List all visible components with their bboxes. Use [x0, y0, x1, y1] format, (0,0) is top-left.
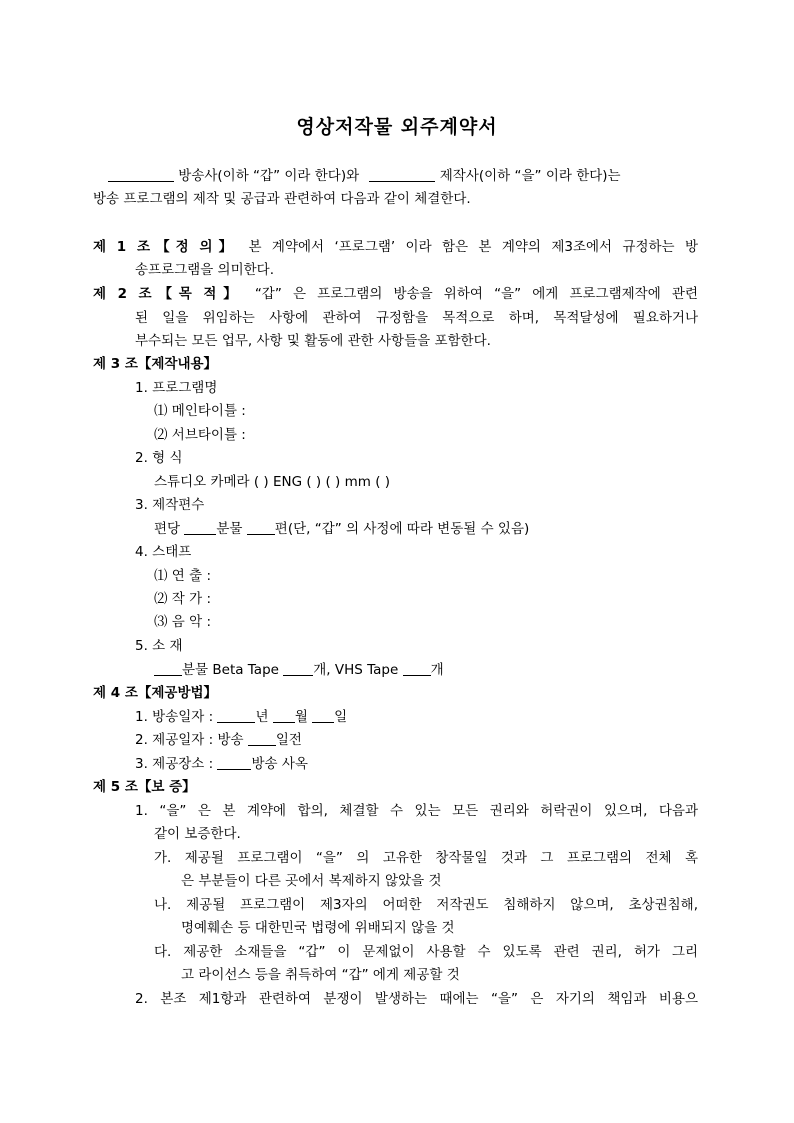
day-blank[interactable]: [312, 708, 334, 723]
warranty-item-1: 1. “을” 은 본 계약에 합의, 체결할 수 있는 모든 권리와 허락권이 있으며, 다음과: [135, 803, 698, 819]
document-title: 영상저작물 외주계약서: [296, 116, 498, 138]
format-item: 2. 형 식: [135, 450, 183, 466]
subtitle-field: ⑵ 서브타이틀 :: [154, 427, 246, 443]
broadcaster-name-blank[interactable]: [217, 755, 251, 770]
warranty-ga-cont: 은 부분들이 다른 곳에서 복제하지 않았을 것: [181, 873, 442, 889]
delivery-place-line: 3. 제공장소 : 방송 사옥: [135, 756, 308, 772]
beta-tape-blank[interactable]: [283, 661, 313, 676]
warranty-item-2: 2. 본조 제1항과 관련하여 분쟁이 발생하는 때에는 “을” 은 자기의 책임과 비용으: [135, 991, 698, 1007]
warranty-da-cont: 고 라이선스 등을 취득하여 “갑” 에게 제공할 것: [181, 967, 460, 983]
intro-line-2: 방송 프로그램의 제작 및 공급과 관련하여 다음과 같이 체결한다.: [93, 191, 471, 207]
article-1-text: 본 계약에서 ‘프로그램’ 이라 함은 본 계약의 제3조에서 규정하는 방: [248, 239, 698, 255]
days-before-blank[interactable]: [248, 731, 276, 746]
episode-count-item: 3. 제작편수: [135, 497, 205, 513]
article-1-cont: 송프로그램을 의미한다.: [135, 262, 274, 278]
writer-field: ⑵ 작 가 :: [154, 591, 212, 607]
producer-blank[interactable]: [369, 167, 435, 182]
vhs-tape-blank[interactable]: [403, 661, 431, 676]
article-1-label: 제 1 조【정 의】: [93, 239, 239, 255]
article-2-cont-1: 된 일을 위임하는 사항에 관하여 규정함을 목적으로 하며, 목적달성에 필요하거나: [135, 310, 698, 326]
director-field: ⑴ 연 출 :: [154, 568, 212, 584]
warranty-da: 다. 제공한 소재들을 “갑” 이 문제없이 사용할 수 있도록 관련 권리, 허가 그리: [154, 944, 698, 960]
episode-count-line: 편당 분물 편(단, “갑” 의 사정에 따라 변동될 수 있음): [154, 521, 530, 537]
delivery-date-line: 2. 제공일자 : 방송 일전: [135, 732, 302, 748]
warranty-na-cont: 명예훼손 등 대한민국 법령에 위배되지 않을 것: [181, 920, 455, 936]
program-name-item: 1. 프로그램명: [135, 380, 218, 396]
staff-item: 4. 스태프: [135, 544, 192, 560]
article-4-label: 제 4 조【제공방법】: [93, 685, 218, 701]
article-2: [93, 284, 698, 304]
year-blank[interactable]: [217, 708, 255, 723]
warranty-item-1-cont: 같이 보증한다.: [154, 826, 241, 842]
intro-line-1: 방송사(이하 “갑” 이라 한다)와 제작사(이하 “을” 이라 한다)는: [108, 166, 621, 186]
article-5-label: 제 5 조【보 증】: [93, 779, 196, 795]
article-2-text: “갑” 은 프로그램의 방송을 위하여 “을” 에게 프로그램제작에 관련: [254, 286, 698, 302]
article-2-label: 제 2 조【목 적】: [93, 286, 244, 302]
main-title-field: ⑴ 메인타이틀 :: [154, 403, 246, 419]
material-item: 5. 소 재: [135, 638, 183, 654]
material-minutes-blank[interactable]: [154, 661, 182, 676]
month-blank[interactable]: [273, 708, 295, 723]
episodes-blank[interactable]: [247, 520, 275, 535]
warranty-ga: 가. 제공될 프로그램이 “을” 의 고유한 창작물일 것과 그 프로그램의 전체 혹: [154, 850, 698, 866]
minutes-blank[interactable]: [184, 520, 216, 535]
warranty-na: 나. 제공될 프로그램이 제3자의 어떠한 저작권도 침해하지 않으며, 초상권침해,: [154, 897, 698, 913]
article-1: [93, 237, 698, 257]
material-line: 분물 Beta Tape 개, VHS Tape 개: [154, 660, 444, 680]
article-2-cont-2: 부수되는 모든 업무, 사항 및 활동에 관한 사항들을 포함한다.: [135, 333, 491, 349]
broadcast-date-line: 1. 방송일자 : 년 월 일: [135, 709, 348, 725]
broadcaster-blank[interactable]: [108, 167, 174, 182]
format-options: 스튜디오 카메라 ( ) ENG ( ) ( ) mm ( ): [154, 474, 391, 490]
music-field: ⑶ 음 악 :: [154, 614, 212, 630]
article-3-label: 제 3 조【제작내용】: [93, 356, 218, 372]
